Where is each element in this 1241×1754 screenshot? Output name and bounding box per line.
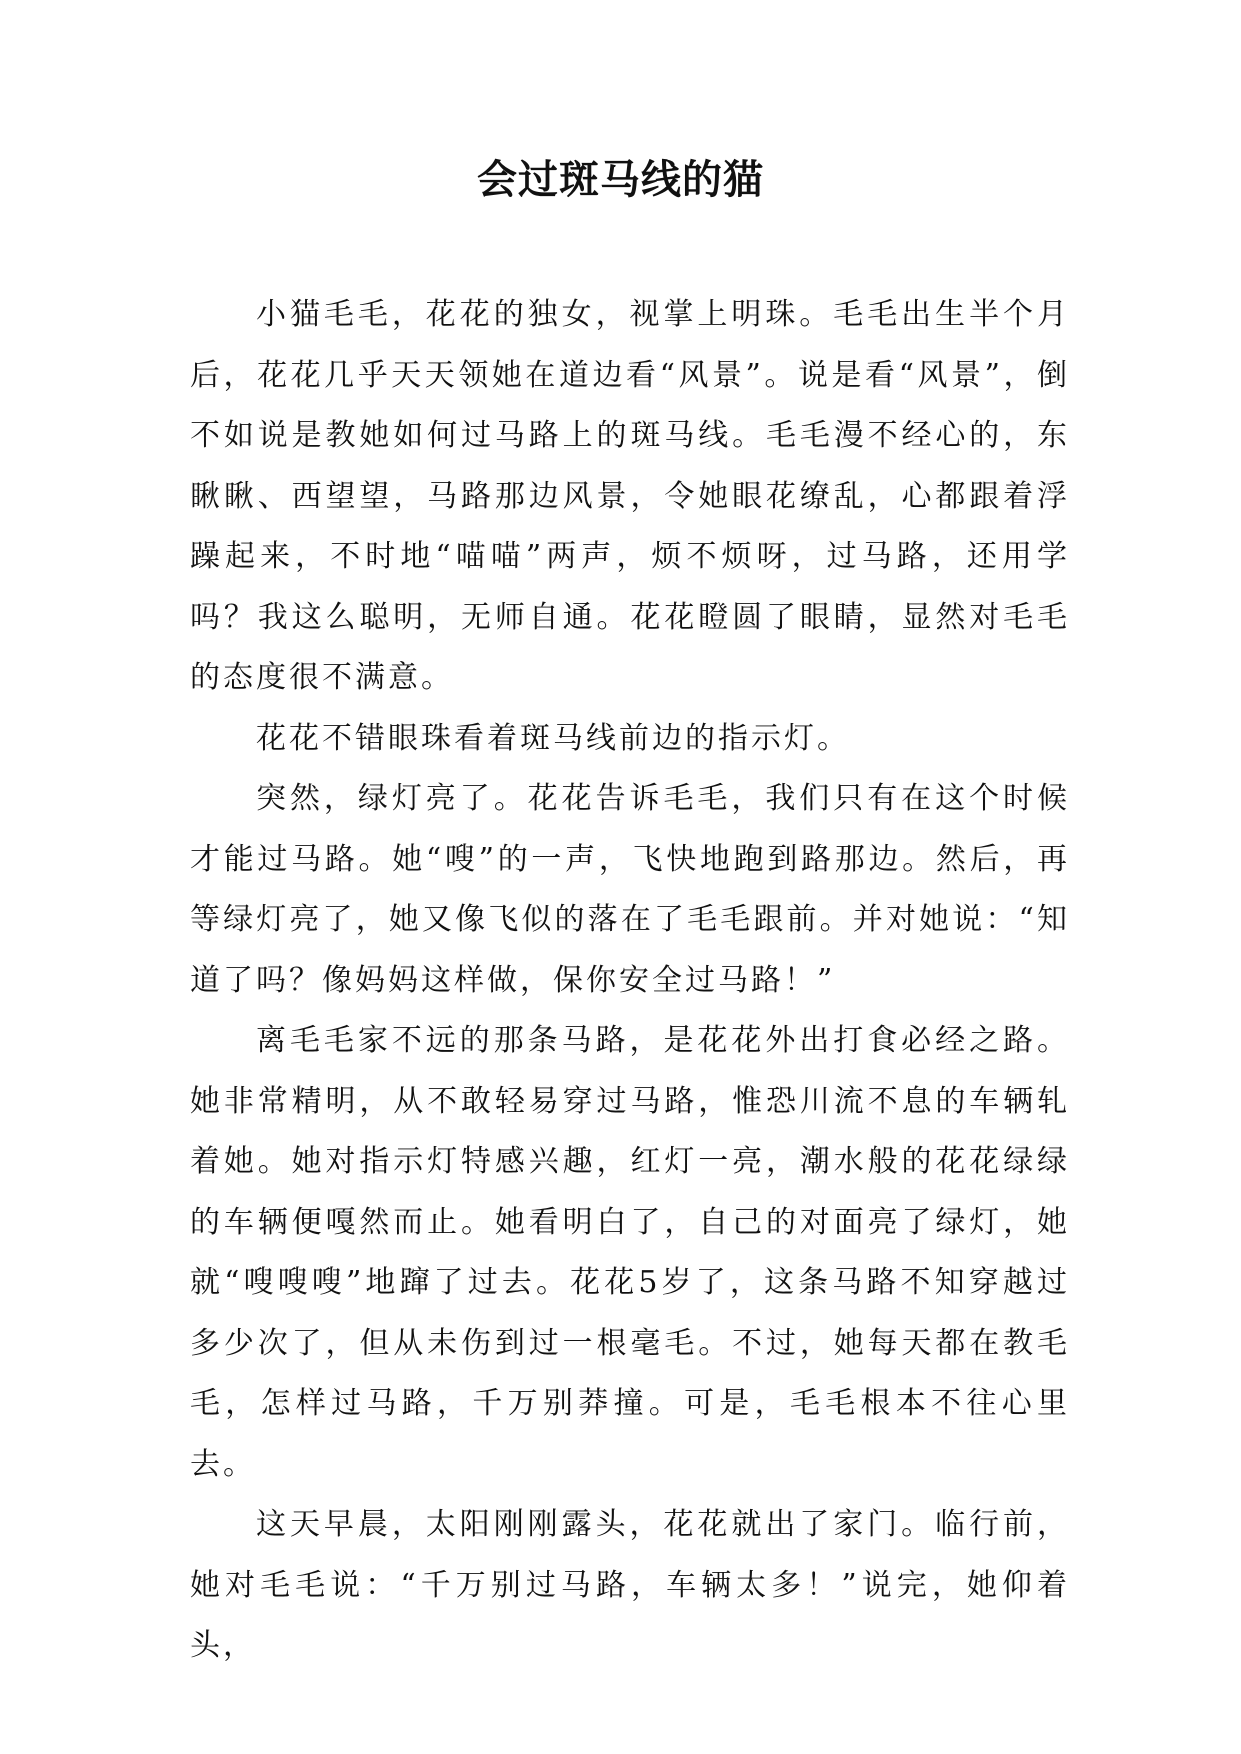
paragraph: 小猫毛毛，花花的独女，视掌上明珠。毛毛出生半个月后，花花几乎天天领她在道边看“风景”。说是看“风景”，倒不如说是教她如何过马路上的斑马线。毛毛漫不经心的，东瞅瞅、西望望，马路那边风景，令她眼花缭乱，心都跟着浮躁起来，不时地“喵喵”两声，烦不烦呀，过马路，还用学吗？我这么聪明，无师自通。花花瞪圆了眼睛，显然对毛毛的态度很不满意。 xyxy=(190,297,1070,695)
document-body xyxy=(190,285,1070,1677)
paragraph: 这天早晨，太阳刚刚露头，花花就出了家门。临行前，她对毛毛说：“千万别过马路，车辆太多！”说完，她仰着头， xyxy=(190,1507,1070,1663)
paragraph: 突然，绿灯亮了。花花告诉毛毛，我们只有在这个时候才能过马路。她“嗖”的一声，飞快地跑到路那边。然后，再等绿灯亮了，她又像飞似的落在了毛毛跟前。并对她说：“知道了吗？像妈妈这样做，保你安全过马路！” xyxy=(190,781,1070,998)
paragraph: 花花不错眼珠看着斑马线前边的指示灯。 xyxy=(256,720,850,756)
document-title: 会过斑马线的猫 xyxy=(477,156,764,203)
paragraph: 离毛毛家不远的那条马路，是花花外出打食必经之路。她非常精明，从不敢轻易穿过马路，惟恐川流不息的车辆轧着她。她对指示灯特感兴趣，红灯一亮，潮水般的花花绿绿的车辆便嘎然而止。她看明白了，自己的对面亮了绿灯，她就“嗖嗖嗖”地蹿了过去。花花5岁了，这条马路不知穿越过多少次了，但从未伤到过一根毫毛。不过，她每天都在教毛毛，怎样过马路，千万别莽撞。可是，毛毛根本不往心里去。 xyxy=(190,1023,1070,1482)
